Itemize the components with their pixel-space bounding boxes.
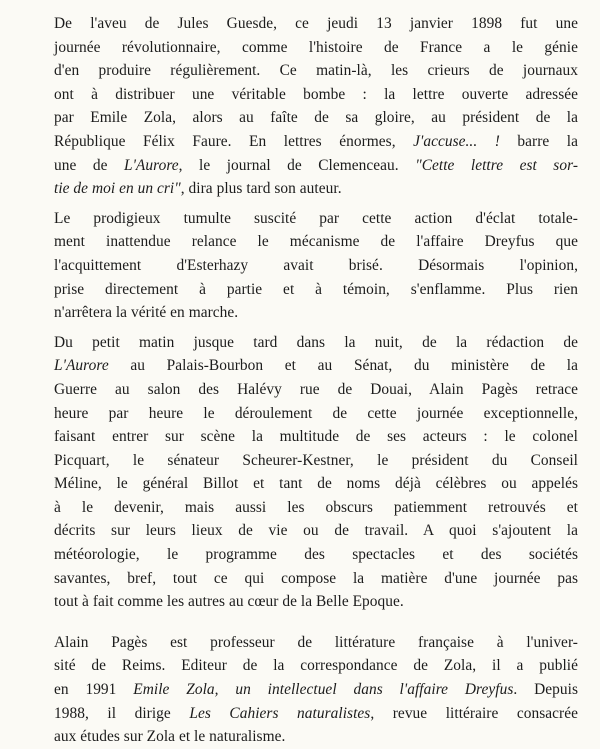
text-run: ment inattendue relance le mécanisme de l'affaire Dreyfus que	[54, 233, 578, 251]
text-run: Méline, le général Billot et tant de noms déjà célèbres ou appelés	[54, 475, 578, 493]
text-run: , le journal de Clemenceau.	[178, 156, 416, 174]
text-line	[30, 702, 578, 726]
text-run: n'arrêtera la vérité en marche.	[54, 304, 239, 322]
text-run: aux études sur Zola et le naturalisme.	[54, 728, 286, 746]
text-run: , revue littéraire consacrée	[370, 704, 578, 722]
text-run: 1988, il dirige	[54, 704, 190, 722]
text-run: Le prodigieux tumulte suscité par cette action d'éclat totale-	[54, 209, 578, 227]
text-run: une de	[54, 156, 124, 174]
text-line	[30, 449, 578, 473]
text-line	[30, 519, 578, 543]
book-back-cover-text	[30, 12, 578, 749]
paragraph-1	[30, 12, 578, 201]
text-run: tout à fait comme les autres au cœur de la Belle Epoque.	[54, 593, 404, 611]
text-run: heure par heure le déroulement de cette journée exceptionnelle,	[54, 404, 578, 422]
text-line	[30, 83, 578, 107]
text-run: décrits sur leurs lieux de vie ou de travail. A quoi s'ajoutent la	[54, 522, 578, 540]
text-run: à le devenir, mais aussi les obscurs patiemment retrouvés et	[54, 498, 578, 516]
italic-text-run: Les Cahiers naturalistes	[189, 704, 371, 722]
text-run: faisant entrer sur scène la multitude de ses acteurs : le colonel	[54, 428, 578, 446]
text-line	[30, 590, 578, 614]
text-run: , dira plus tard son auteur.	[180, 180, 342, 198]
text-line	[30, 496, 578, 520]
text-run: en 1991	[54, 681, 134, 699]
text-line	[30, 301, 578, 325]
text-line	[30, 378, 578, 402]
text-line	[30, 678, 578, 702]
italic-text-run: L'Aurore	[54, 357, 109, 375]
text-run: savantes, bref, tout ce qui compose la matière d'une journée pas	[54, 569, 578, 587]
text-line	[30, 402, 578, 426]
text-run: météorologie, le programme des spectacles et des sociétés	[54, 546, 578, 564]
text-line	[30, 12, 578, 36]
text-line	[30, 567, 578, 591]
text-line	[30, 472, 578, 496]
text-run: barre la	[499, 132, 578, 150]
text-line	[30, 654, 578, 678]
paragraph-2	[30, 207, 578, 325]
text-line	[30, 154, 578, 178]
text-line	[30, 130, 578, 154]
text-line	[30, 543, 578, 567]
text-run: République Félix Faure. En lettres énormes,	[54, 132, 414, 150]
text-run: l'acquittement d'Esterhazy avait brisé. Désormais l'opinion,	[54, 256, 578, 274]
text-run: Picquart, le sénateur Scheurer-Kestner, le président du Conseil	[54, 451, 578, 469]
text-line	[30, 207, 578, 231]
text-run: Du petit matin jusque tard dans la nuit, de la rédaction de	[54, 333, 578, 351]
text-run: ont à distribuer une véritable bombe : la lettre ouverte adressée	[54, 85, 578, 103]
italic-text-run: L'Aurore	[123, 156, 179, 174]
text-line	[30, 36, 578, 60]
text-line	[30, 177, 578, 201]
text-run: journée révolutionnaire, comme l'histoire de France a le génie	[54, 38, 578, 56]
text-line	[30, 278, 578, 302]
text-run: . Depuis	[513, 681, 578, 699]
italic-text-run: J'accuse... !	[413, 132, 500, 150]
text-run: Alain Pagès est professeur de littérature française à l'univer-	[54, 633, 578, 651]
text-run: par Emile Zola, alors au faîte de sa gloire, au président de la	[54, 109, 578, 127]
text-line	[30, 631, 578, 655]
italic-text-run: "Cette lettre est sor-	[415, 156, 578, 174]
italic-text-run: tie de moi en un cri"	[54, 180, 181, 198]
author-bio-paragraph	[30, 631, 578, 749]
paragraph-3	[30, 331, 578, 614]
text-run: De l'aveu de Jules Guesde, ce jeudi 13 janvier 1898 fut une	[54, 15, 578, 32]
text-line	[30, 425, 578, 449]
text-line	[30, 59, 578, 83]
text-run: au Palais-Bourbon et au Sénat, du ministère de la	[108, 357, 578, 375]
text-line	[30, 331, 578, 355]
text-run: d'en produire régulièrement. Ce matin-là, les crieurs de journaux	[54, 62, 578, 80]
text-line	[30, 725, 578, 749]
italic-text-run: Emile Zola, un intellectuel dans l'affaire Dreyfus	[133, 681, 514, 699]
text-run: sité de Reims. Editeur de la correspondance de Zola, il a publié	[54, 657, 578, 675]
text-line	[30, 230, 578, 254]
text-line	[30, 106, 578, 130]
text-line	[30, 254, 578, 278]
text-run: Guerre au salon des Halévy rue de Douai, Alain Pagès retrace	[54, 380, 578, 398]
text-line	[30, 354, 578, 378]
text-run: prise directement à partie et à témoin, s'enflamme. Plus rien	[54, 280, 578, 298]
